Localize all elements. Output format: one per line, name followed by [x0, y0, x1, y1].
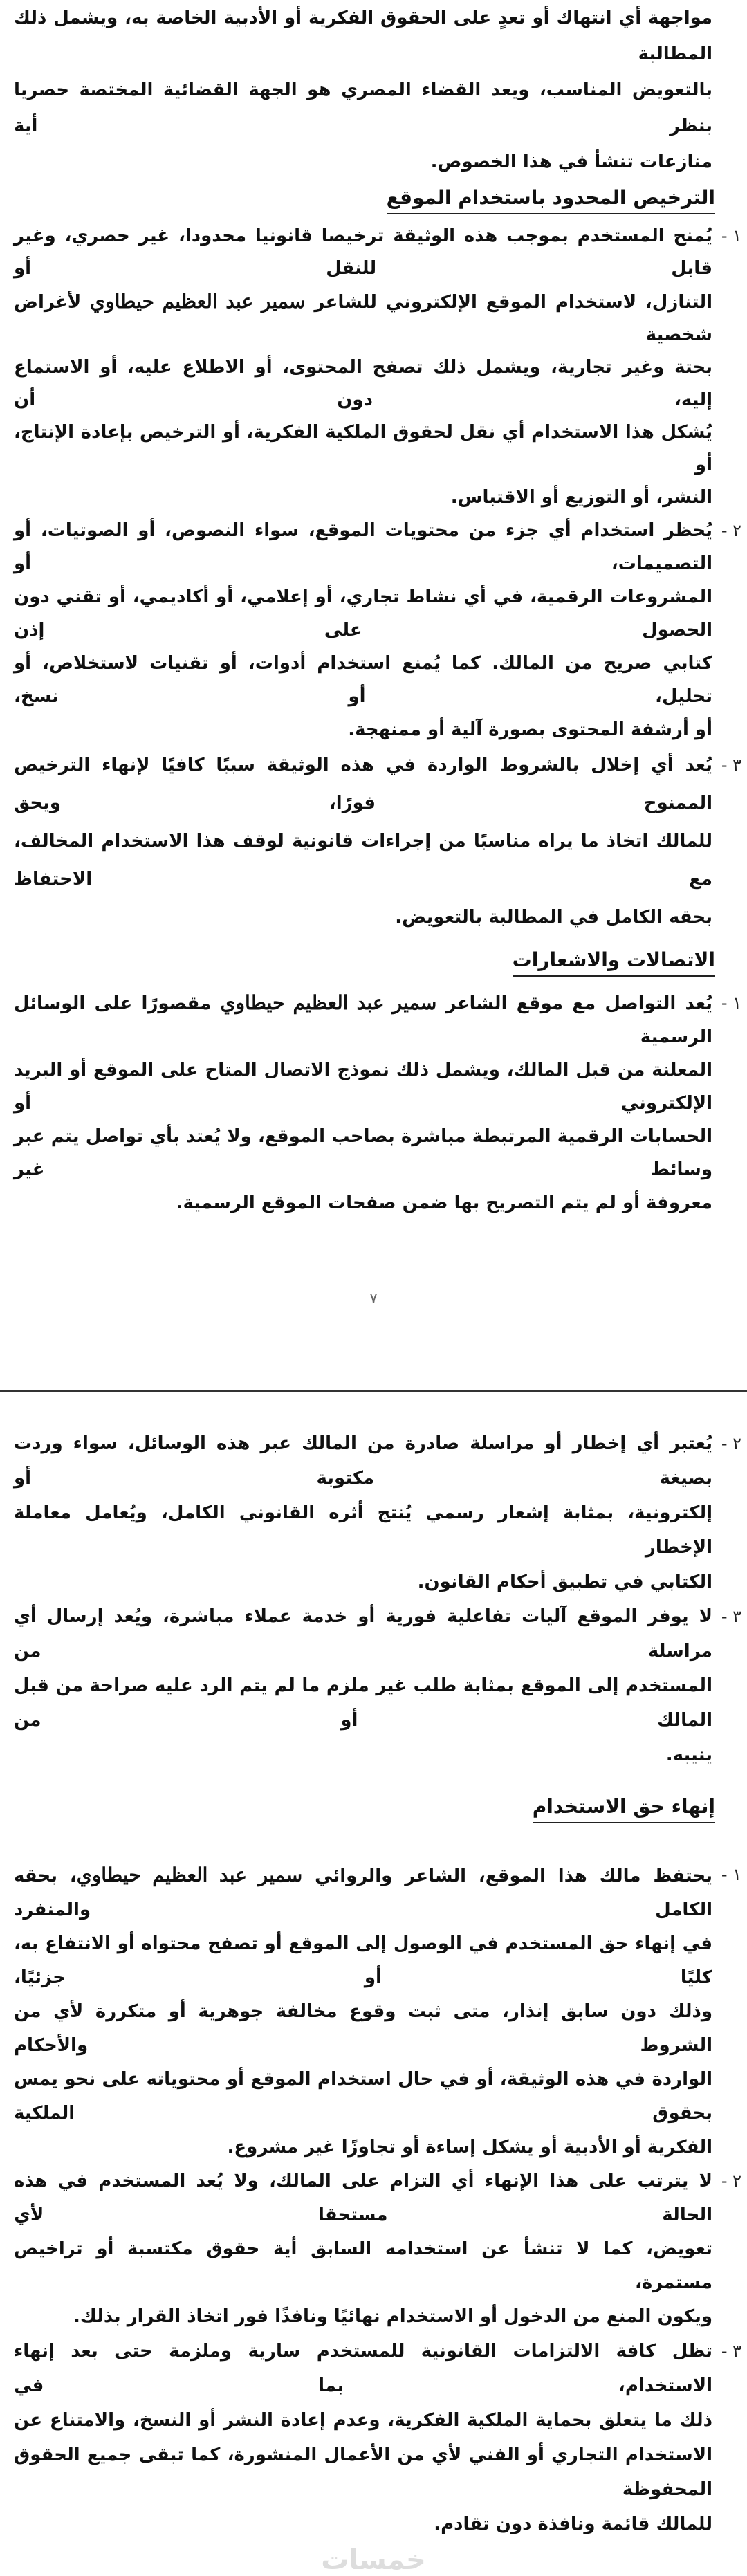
- paragraph: [0, 514, 747, 746]
- text-line: للمالك قائمة ونافذة دون تقادم.: [434, 2514, 712, 2534]
- paragraph: [0, 1858, 747, 2164]
- section-heading-row: [0, 946, 747, 977]
- text-line: بحقه الكامل في المطالبة بالتعويض.: [395, 907, 712, 928]
- text-line: بحتة وغير تجارية، ويشمل ذلك تصفح المحتوى، أو الاطلاع عليه، أو الاستماع إليه، دون أن: [14, 357, 712, 410]
- paragraph: [0, 2164, 747, 2334]
- text-line: يُمنح المستخدم بموجب هذه الوثيقة ترخيصا قانونيا محدودا، غير حصري، وغير قابل للنقل أو: [14, 226, 712, 279]
- paragraph: [0, 1599, 747, 1772]
- list-number: ٢ -: [721, 521, 741, 540]
- text-line: [14, 285, 712, 351]
- paragraph: [0, 1426, 747, 1599]
- text-line: الكتابي في تطبيق أحكام القانون.: [417, 1572, 712, 1592]
- list-number: ٣ -: [721, 2342, 741, 2361]
- text-line: النشر، أو التوزيع أو الاقتباس.: [450, 487, 712, 508]
- section-heading-termination: إنهاء حق الاستخدام: [533, 1793, 715, 1823]
- text-segment: يُعد التواصل مع موقع الشاعر: [436, 993, 713, 1014]
- text-line: مواجهة أي انتهاك أو تعدٍ على الحقوق الفكرية أو الأدبية الخاصة به، ويشمل ذلك المطالبة: [14, 8, 712, 64]
- text-line: تظل كافة الالتزامات القانونية للمستخدم سارية وملزمة حتى بعد إنهاء الاستخدام، بما في: [14, 2341, 712, 2396]
- text-segment: يحتفظ مالك هذا الموقع، الشاعر والروائي: [302, 1866, 712, 1886]
- text-line: أو أرشفة المحتوى بصورة آلية أو ممنهجة.: [348, 719, 712, 740]
- page-number: ٧: [369, 1290, 378, 1307]
- text-line: لا يوفر الموقع آليات تفاعلية فورية أو خدمة عملاء مباشرة، ويُعد إرسال أي مراسلة من: [14, 1606, 712, 1662]
- list-number: ١ -: [721, 226, 741, 246]
- text-line: [14, 1858, 712, 1927]
- text-line: منازعات تنشأ في هذا الخصوص.: [430, 151, 712, 172]
- section-heading-communications: الاتصالات والاشعارات: [513, 946, 715, 977]
- author-name: سمير عبد العظيم حيطاوي: [90, 291, 306, 312]
- list-number: ١ -: [721, 993, 741, 1013]
- text-line: وذلك دون سابق إنذار، متى ثبت وقوع مخالفة جوهرية أو متكررة لأي من الشروط والأحكام: [14, 2001, 712, 2056]
- text-line: [14, 986, 712, 1054]
- text-segment: ، بحقه الكامل والمنفرد: [14, 1866, 712, 1920]
- section-heading-limited-license: الترخيص المحدود باستخدام الموقع: [387, 184, 715, 214]
- list-number: ٣ -: [721, 755, 741, 775]
- paragraph: [0, 0, 747, 180]
- text-line: معروفة أو لم يتم التصريح بها ضمن صفحات الموقع الرسمية.: [176, 1193, 712, 1213]
- section-heading-row: [0, 184, 747, 214]
- text-line: ويكون المنع من الدخول أو الاستخدام نهائيًا ونافذًا فور اتخاذ القرار بذلك.: [73, 2306, 712, 2327]
- text-segment: التنازل، لاستخدام الموقع الإلكتروني للشاعر: [305, 292, 712, 313]
- text-line: إلكترونية، بمثابة إشعار رسمي يُنتج أثره القانوني الكامل، ويُعامل معاملة الإخطار: [14, 1502, 712, 1558]
- list-number: ٢ -: [721, 2171, 741, 2191]
- list-number: ٣ -: [721, 1607, 741, 1626]
- text-line: الحسابات الرقمية المرتبطة مباشرة بصاحب الموقع، ولا يُعتد بأي تواصل يتم عبر وسائط غير: [14, 1126, 712, 1180]
- list-number: ١ -: [721, 1865, 741, 1884]
- text-line: لا يترتب على هذا الإنهاء أي التزام على المالك، ولا يُعد المستخدم في هذه الحالة مستحقا لأي: [14, 2171, 712, 2225]
- text-line: يُعتبر أي إخطار أو مراسلة صادرة من المالك عبر هذه الوسائل، سواء وردت بصيغة مكتوبة أو: [14, 1433, 712, 1489]
- author-name: سمير عبد العظيم حيطاوي: [220, 992, 437, 1013]
- watermark-logo: خمسات: [321, 2544, 426, 2576]
- paragraph: [0, 220, 747, 514]
- author-name: سمير عبد العظيم حيطاوي: [76, 1864, 303, 1886]
- text-line: المشروعات الرقمية، في أي نشاط تجاري، أو إعلامي، أو أكاديمي، أو تقني دون الحصول على إذن: [14, 587, 712, 641]
- text-line: تعويض، كما لا تنشأ عن استخدامه السابق أية حقوق مكتسبة أو تراخيص مستمرة،: [14, 2238, 712, 2293]
- text-line: للمالك اتخاذ ما يراه مناسبًا من إجراءات قانونية لوقف هذا الاستخدام المخالف، مع الاحتفاظ: [14, 831, 712, 890]
- text-line: المستخدم إلى الموقع بمثابة طلب غير ملزم ما لم يتم الرد عليه صراحة من قبل المالك أو من: [14, 1675, 712, 1731]
- text-line: الواردة في هذه الوثيقة، أو في حال استخدام الموقع أو محتوياته على نحو يمس بحقوق الملكية: [14, 2069, 712, 2124]
- text-line: بالتعويض المناسب، ويعد القضاء المصري هو الجهة القضائية المختصة حصريا بنظر أية: [14, 80, 712, 136]
- text-line: الاستخدام التجاري أو الفني لأي من الأعمال المنشورة، كما تبقى جميع الحقوق المحفوظة: [14, 2445, 712, 2500]
- paragraph: [0, 746, 747, 937]
- text-line: في إنهاء حق المستخدم في الوصول إلى الموقع أو تصفح محتواه أو الانتفاع به، كليًا أو جزئيًا،: [14, 1933, 712, 1988]
- paragraph: [0, 986, 747, 1220]
- text-line: ينيبه.: [665, 1745, 712, 1765]
- text-line: ذلك ما يتعلق بحماية الملكية الفكرية، وعدم إعادة النشر أو النسخ، والامتناع عن: [14, 2410, 712, 2431]
- list-number: ٢ -: [721, 1434, 741, 1453]
- text-line: يُعد أي إخلال بالشروط الواردة في هذه الوثيقة سببًا كافيًا لإنهاء الترخيص الممنوح فورًا، ويحق: [14, 755, 712, 813]
- text-line: يُشكل هذا الاستخدام أي نقل لحقوق الملكية الفكرية، أو الترخيص بإعادة الإنتاج، أو: [14, 422, 712, 475]
- text-line: المعلنة من قبل المالك، ويشمل ذلك نموذج الاتصال المتاح على الموقع أو البريد الإلكتروني أو: [14, 1060, 712, 1114]
- text-line: كتابي صريح من المالك. كما يُمنع استخدام أدوات، أو تقنيات لاستخلاص، أو تحليل، أو نسخ،: [14, 653, 712, 707]
- text-segment: مقصورًا على الوسائل الرسمية: [14, 993, 712, 1047]
- text-segment: لأغراض شخصية: [14, 292, 712, 345]
- paragraph: [0, 2334, 747, 2541]
- text-line: الفكرية أو الأدبية أو يشكل إساءة أو تجاوزًا غير مشروع.: [227, 2137, 712, 2158]
- page-divider: [0, 1390, 747, 1392]
- text-line: يُحظر استخدام أي جزء من محتويات الموقع، سواء النصوص، أو الصوتيات، أو التصميمات، أو: [14, 520, 712, 574]
- section-heading-row: [0, 1793, 747, 1823]
